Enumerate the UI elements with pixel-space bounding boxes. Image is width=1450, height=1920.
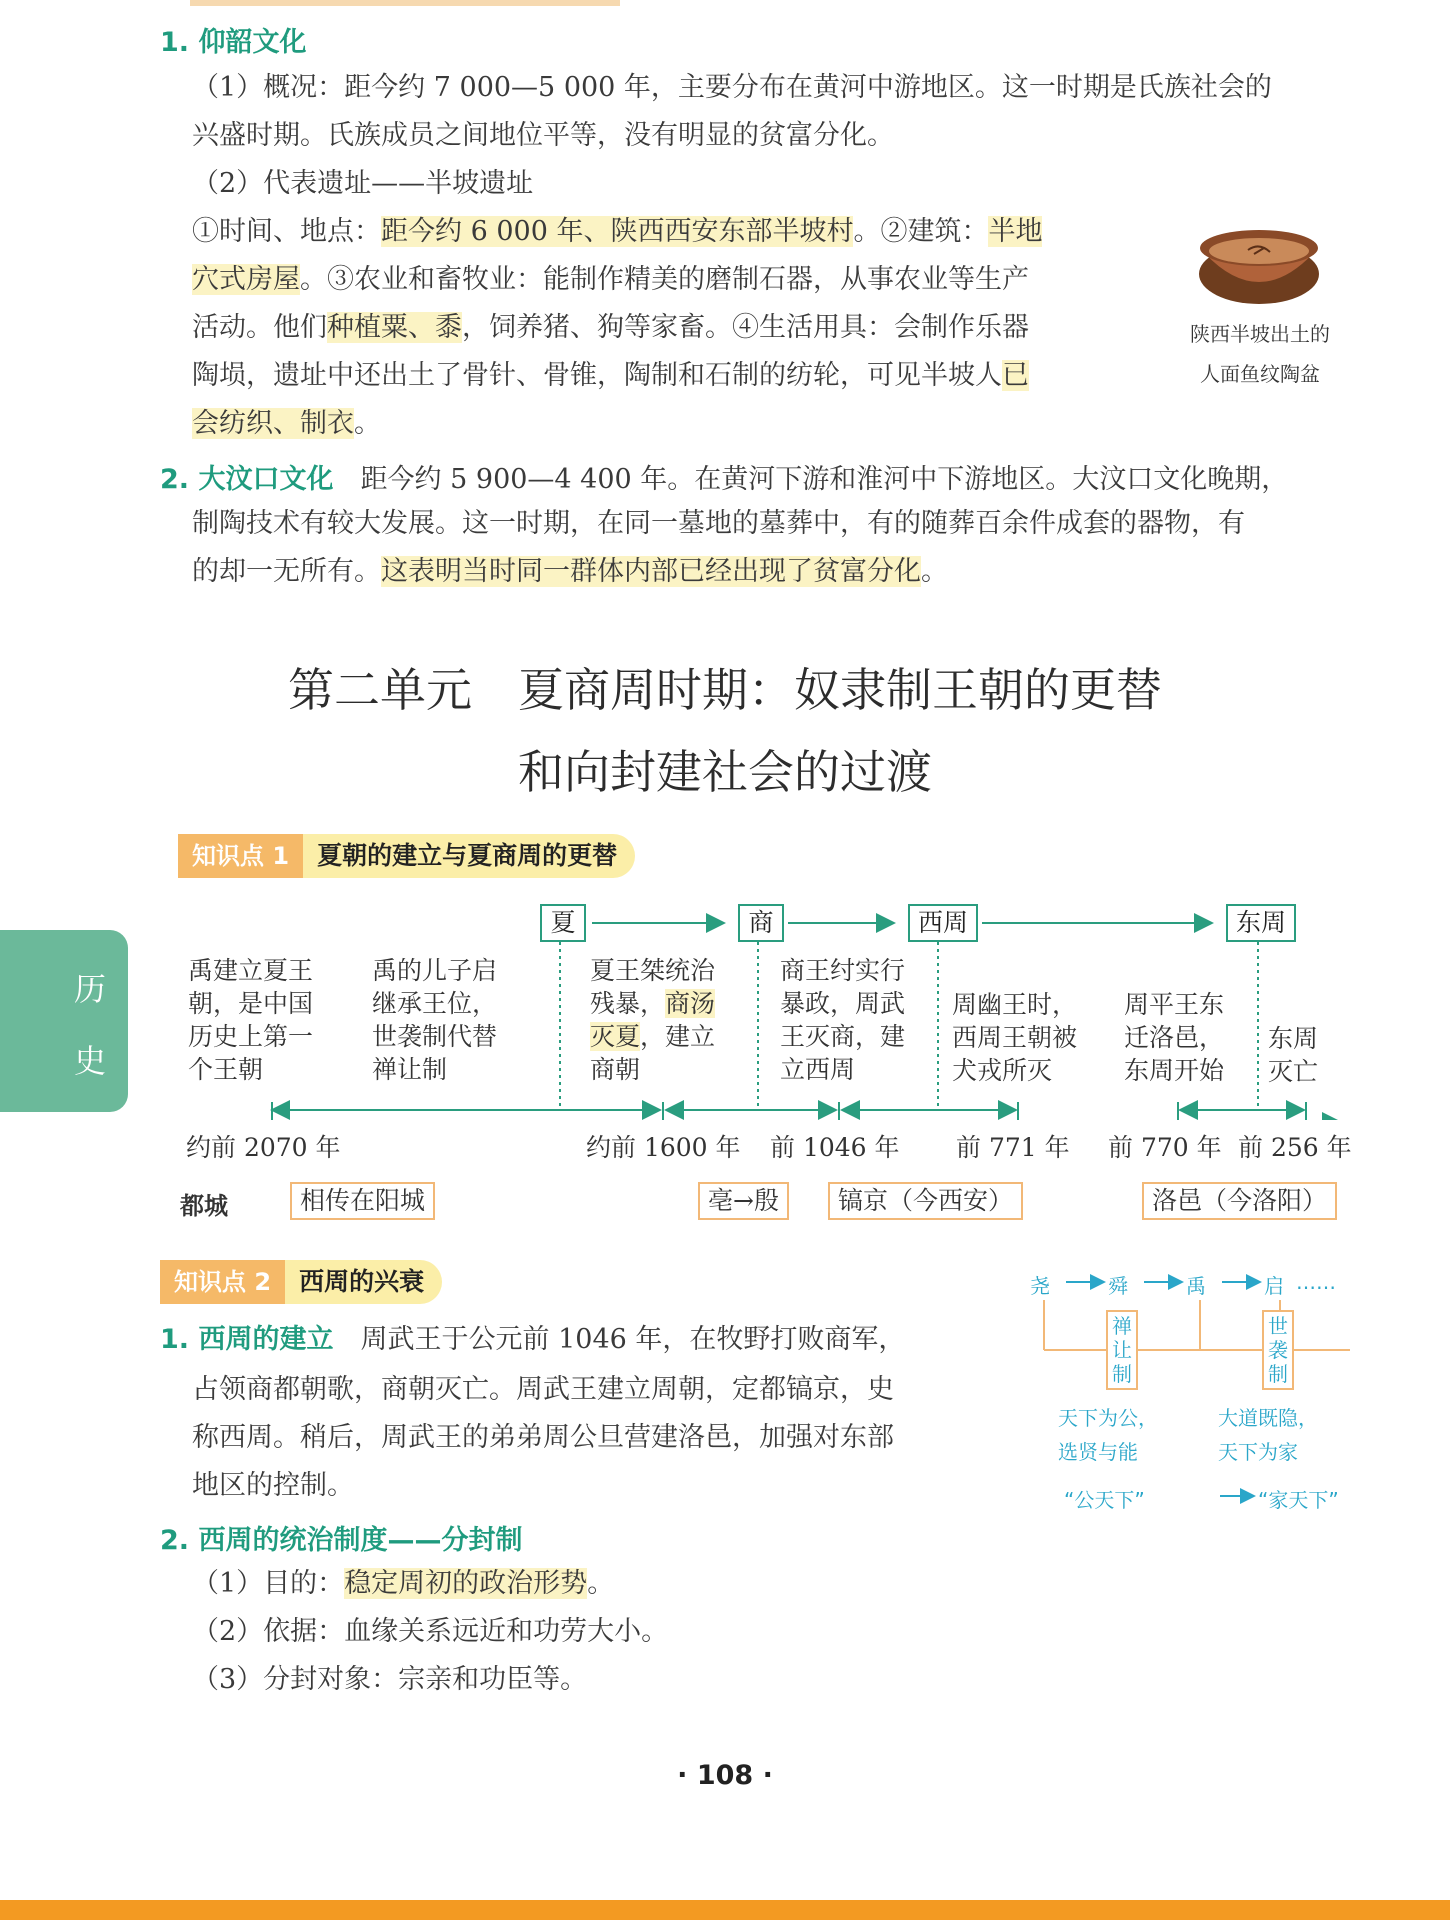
text: 残暴， (590, 989, 666, 1018)
year-label: 约前 2070 年 (186, 1133, 341, 1162)
page-number: · 108 · (677, 1760, 773, 1791)
timeline-event-eastern-zhou-start (1124, 988, 1224, 1087)
year-label: 前 256 年 (1238, 1133, 1352, 1162)
heading-yangshao: 1. 仰韶文化 (160, 27, 307, 58)
heading-dawenkou: 2. 大汶口文化 (160, 464, 334, 495)
highlight: 这表明当时同一群体内部已经出现了贫富分化 (381, 556, 921, 587)
yangshao-overview-line2: 兴盛时期。氏族成员之间地位平等，没有明显的贫富分化。 (192, 120, 894, 151)
kp2-header (160, 1260, 442, 1304)
dawenkou-line3 (192, 548, 948, 596)
line: 世袭制代替 (372, 1022, 498, 1051)
banpo-line4 (192, 352, 1029, 400)
line: 周平王东 (1124, 990, 1225, 1019)
line: 禹建立夏王 (188, 956, 314, 985)
note-chain-yao: 尧 (1030, 1274, 1050, 1298)
capital-box: 相传在阳城 (290, 1182, 435, 1220)
note-chain-qi: 启 (1264, 1274, 1284, 1298)
text: 距今约 5 900—4 400 年。在黄河下游和淮河中下游地区。大汶口文化晚期， (360, 464, 1289, 495)
line: 东周 (1268, 1024, 1319, 1053)
dynasty-shang: 商 (738, 904, 784, 942)
line: 灭亡 (1268, 1057, 1319, 1086)
fief-targets: （3）分封对象：宗亲和功臣等。 (192, 1664, 588, 1695)
text: 的却一无所有。 (192, 556, 381, 587)
year-label: 约前 1600 年 (586, 1133, 741, 1162)
note-family-world: “家天下” (1258, 1488, 1339, 1512)
line: 禹的儿子启 (372, 956, 498, 985)
timeline-event-western-zhou-fall (952, 988, 1077, 1087)
timeline-event-xia-founding (188, 954, 313, 1086)
kp2-title: 西周的兴衰 (285, 1260, 442, 1304)
bowl-caption-line1: 陕西半坡出土的 (1190, 322, 1330, 346)
text: 周武王于公元前 1046 年，在牧野打败商军， (360, 1324, 906, 1355)
note-abdication-box (1106, 1310, 1138, 1390)
capital-box: 洛邑（今洛阳） (1142, 1182, 1337, 1220)
year-label: 前 1046 年 (770, 1133, 900, 1162)
unit-title-line1: 第二单元 夏商周时期：奴隶制王朝的更替 (288, 663, 1162, 717)
highlight: 灭夏 (590, 1022, 641, 1051)
kp1-tag: 知识点 1 (178, 834, 303, 878)
text: 活动。他们 (192, 312, 327, 343)
year-label: 前 771 年 (956, 1133, 1070, 1162)
timeline-event-shang-founding (590, 954, 715, 1086)
top-decor-strip (190, 0, 620, 6)
capital-label: 都城 (180, 1192, 228, 1220)
text: ，饲养猪、狗等家畜。④生活用具：会制作乐器 (462, 312, 1029, 343)
banpo-line5 (192, 400, 381, 448)
text: 。 (354, 408, 381, 439)
note-left-line2: 选贤与能 (1058, 1440, 1138, 1464)
note-left-line1: 天下为公， (1058, 1406, 1158, 1430)
capital-box: 镐京（今西安） (828, 1182, 1023, 1220)
side-tab-char: 历 (73, 970, 106, 1008)
text: （1）目的： (192, 1568, 345, 1599)
dynasty-xia: 夏 (540, 904, 586, 942)
dawenkou-line1 (160, 456, 1288, 504)
text: 。 (921, 556, 948, 587)
line: 西周王朝被 (952, 1023, 1078, 1052)
western-zhou-founding-line4: 地区的控制。 (192, 1470, 354, 1501)
line: 立西周 (780, 1055, 856, 1084)
note-abdication-text: 禅让制 (1112, 1314, 1132, 1386)
fief-basis: （2）依据：血缘关系远近和功劳大小。 (192, 1616, 669, 1647)
heading-fief-system: 2. 西周的统治制度——分封制 (160, 1525, 523, 1556)
note-hereditary-box (1262, 1310, 1294, 1390)
capital-box: 亳→殷 (698, 1182, 789, 1220)
note-chain-yu: 禹 (1186, 1274, 1206, 1298)
line: 夏王桀统治 (590, 956, 716, 985)
succession-note-graphics (1030, 1270, 1360, 1510)
dynasty-eastern-zhou: 东周 (1226, 904, 1296, 942)
side-tab-char: 史 (73, 1042, 106, 1080)
line (590, 1020, 715, 1053)
bottom-decor-bar (0, 1900, 1450, 1920)
subject-side-tab (0, 930, 128, 1112)
highlight: 距今约 6 000 年、陕西西安东部半坡村 (381, 216, 854, 247)
note-right-line2: 天下为家 (1218, 1440, 1298, 1464)
note-public-world: “公天下” (1064, 1488, 1145, 1512)
line: 犬戎所灭 (952, 1056, 1053, 1085)
timeline-event-western-zhou-founding (780, 954, 905, 1086)
line (590, 987, 715, 1020)
text: 陶埙，遗址中还出土了骨针、骨锥，陶制和石制的纺轮，可见半坡人 (192, 360, 1002, 391)
dynasty-western-zhou: 西周 (908, 904, 978, 942)
line: 王灭商，建 (780, 1022, 906, 1051)
banpo-line1 (192, 208, 1042, 256)
western-zhou-founding-line3: 称西周。稍后，周武王的弟弟周公旦营建洛邑，加强对东部 (192, 1422, 894, 1453)
fief-purpose (192, 1560, 614, 1608)
dawenkou-line2: 制陶技术有较大发展。这一时期，在同一墓地的墓葬中，有的随葬百余件成套的器物，有 (192, 508, 1245, 539)
note-chain-shun: 舜 (1108, 1274, 1128, 1298)
highlight: 穴式房屋 (192, 264, 300, 295)
western-zhou-founding-line2: 占领商都朝歌，商朝灭亡。周武王建立周朝，定都镐京，史 (192, 1374, 894, 1405)
highlight: 已 (1002, 360, 1029, 391)
line: 东周开始 (1124, 1056, 1225, 1085)
text: 。②建筑： (853, 216, 989, 247)
kp2-tag: 知识点 2 (160, 1260, 285, 1304)
highlight: 商汤 (665, 989, 716, 1018)
highlight: 稳定周初的政治形势 (344, 1568, 588, 1599)
unit-title-line2: 和向封建社会的过渡 (518, 745, 932, 799)
line: 周幽王时， (952, 990, 1078, 1019)
text: ①时间、地点： (192, 216, 381, 247)
line: 商朝 (590, 1055, 641, 1084)
note-chain-ellipsis: …… (1296, 1270, 1336, 1294)
banpo-heading: （2）代表遗址——半坡遗址 (192, 168, 534, 199)
line: 继承王位， (372, 989, 498, 1018)
line: 朝，是中国 (188, 989, 314, 1018)
line: 历史上第一 (188, 1022, 314, 1051)
bowl-caption-line2: 人面鱼纹陶盆 (1200, 362, 1320, 386)
highlight: 种植粟、黍 (327, 312, 462, 343)
highlight: 半地 (988, 216, 1043, 247)
yangshao-overview-line1: （1）概况：距今约 7 000—5 000 年，主要分布在黄河中游地区。这一时期是氏族社会的 (192, 72, 1272, 103)
line: 迁洛邑， (1124, 1023, 1225, 1052)
highlight: 会纺织、制衣 (192, 408, 354, 439)
pottery-bowl-image (1198, 226, 1320, 304)
banpo-line2 (192, 256, 1029, 304)
text: 。 (587, 1568, 615, 1599)
year-label: 前 770 年 (1108, 1133, 1222, 1162)
line: 商王纣实行 (780, 956, 906, 985)
note-hereditary-text: 世袭制 (1268, 1314, 1288, 1386)
banpo-line3 (192, 304, 1029, 352)
line: 个王朝 (188, 1055, 264, 1084)
kp1-title: 夏朝的建立与夏商周的更替 (303, 834, 635, 878)
timeline-event-qi-succession (372, 954, 497, 1086)
western-zhou-founding-line1 (160, 1316, 905, 1364)
timeline-event-eastern-zhou-end (1268, 1022, 1318, 1088)
note-right-line1: 大道既隐， (1218, 1406, 1318, 1430)
text: ，建立 (640, 1022, 716, 1051)
heading-western-zhou-founding: 1. 西周的建立 (160, 1324, 334, 1355)
line: 暴政，周武 (780, 989, 906, 1018)
kp1-header (178, 834, 635, 878)
line: 禅让制 (372, 1055, 448, 1084)
text: 。③农业和畜牧业：能制作精美的磨制石器，从事农业等生产 (300, 264, 1029, 295)
